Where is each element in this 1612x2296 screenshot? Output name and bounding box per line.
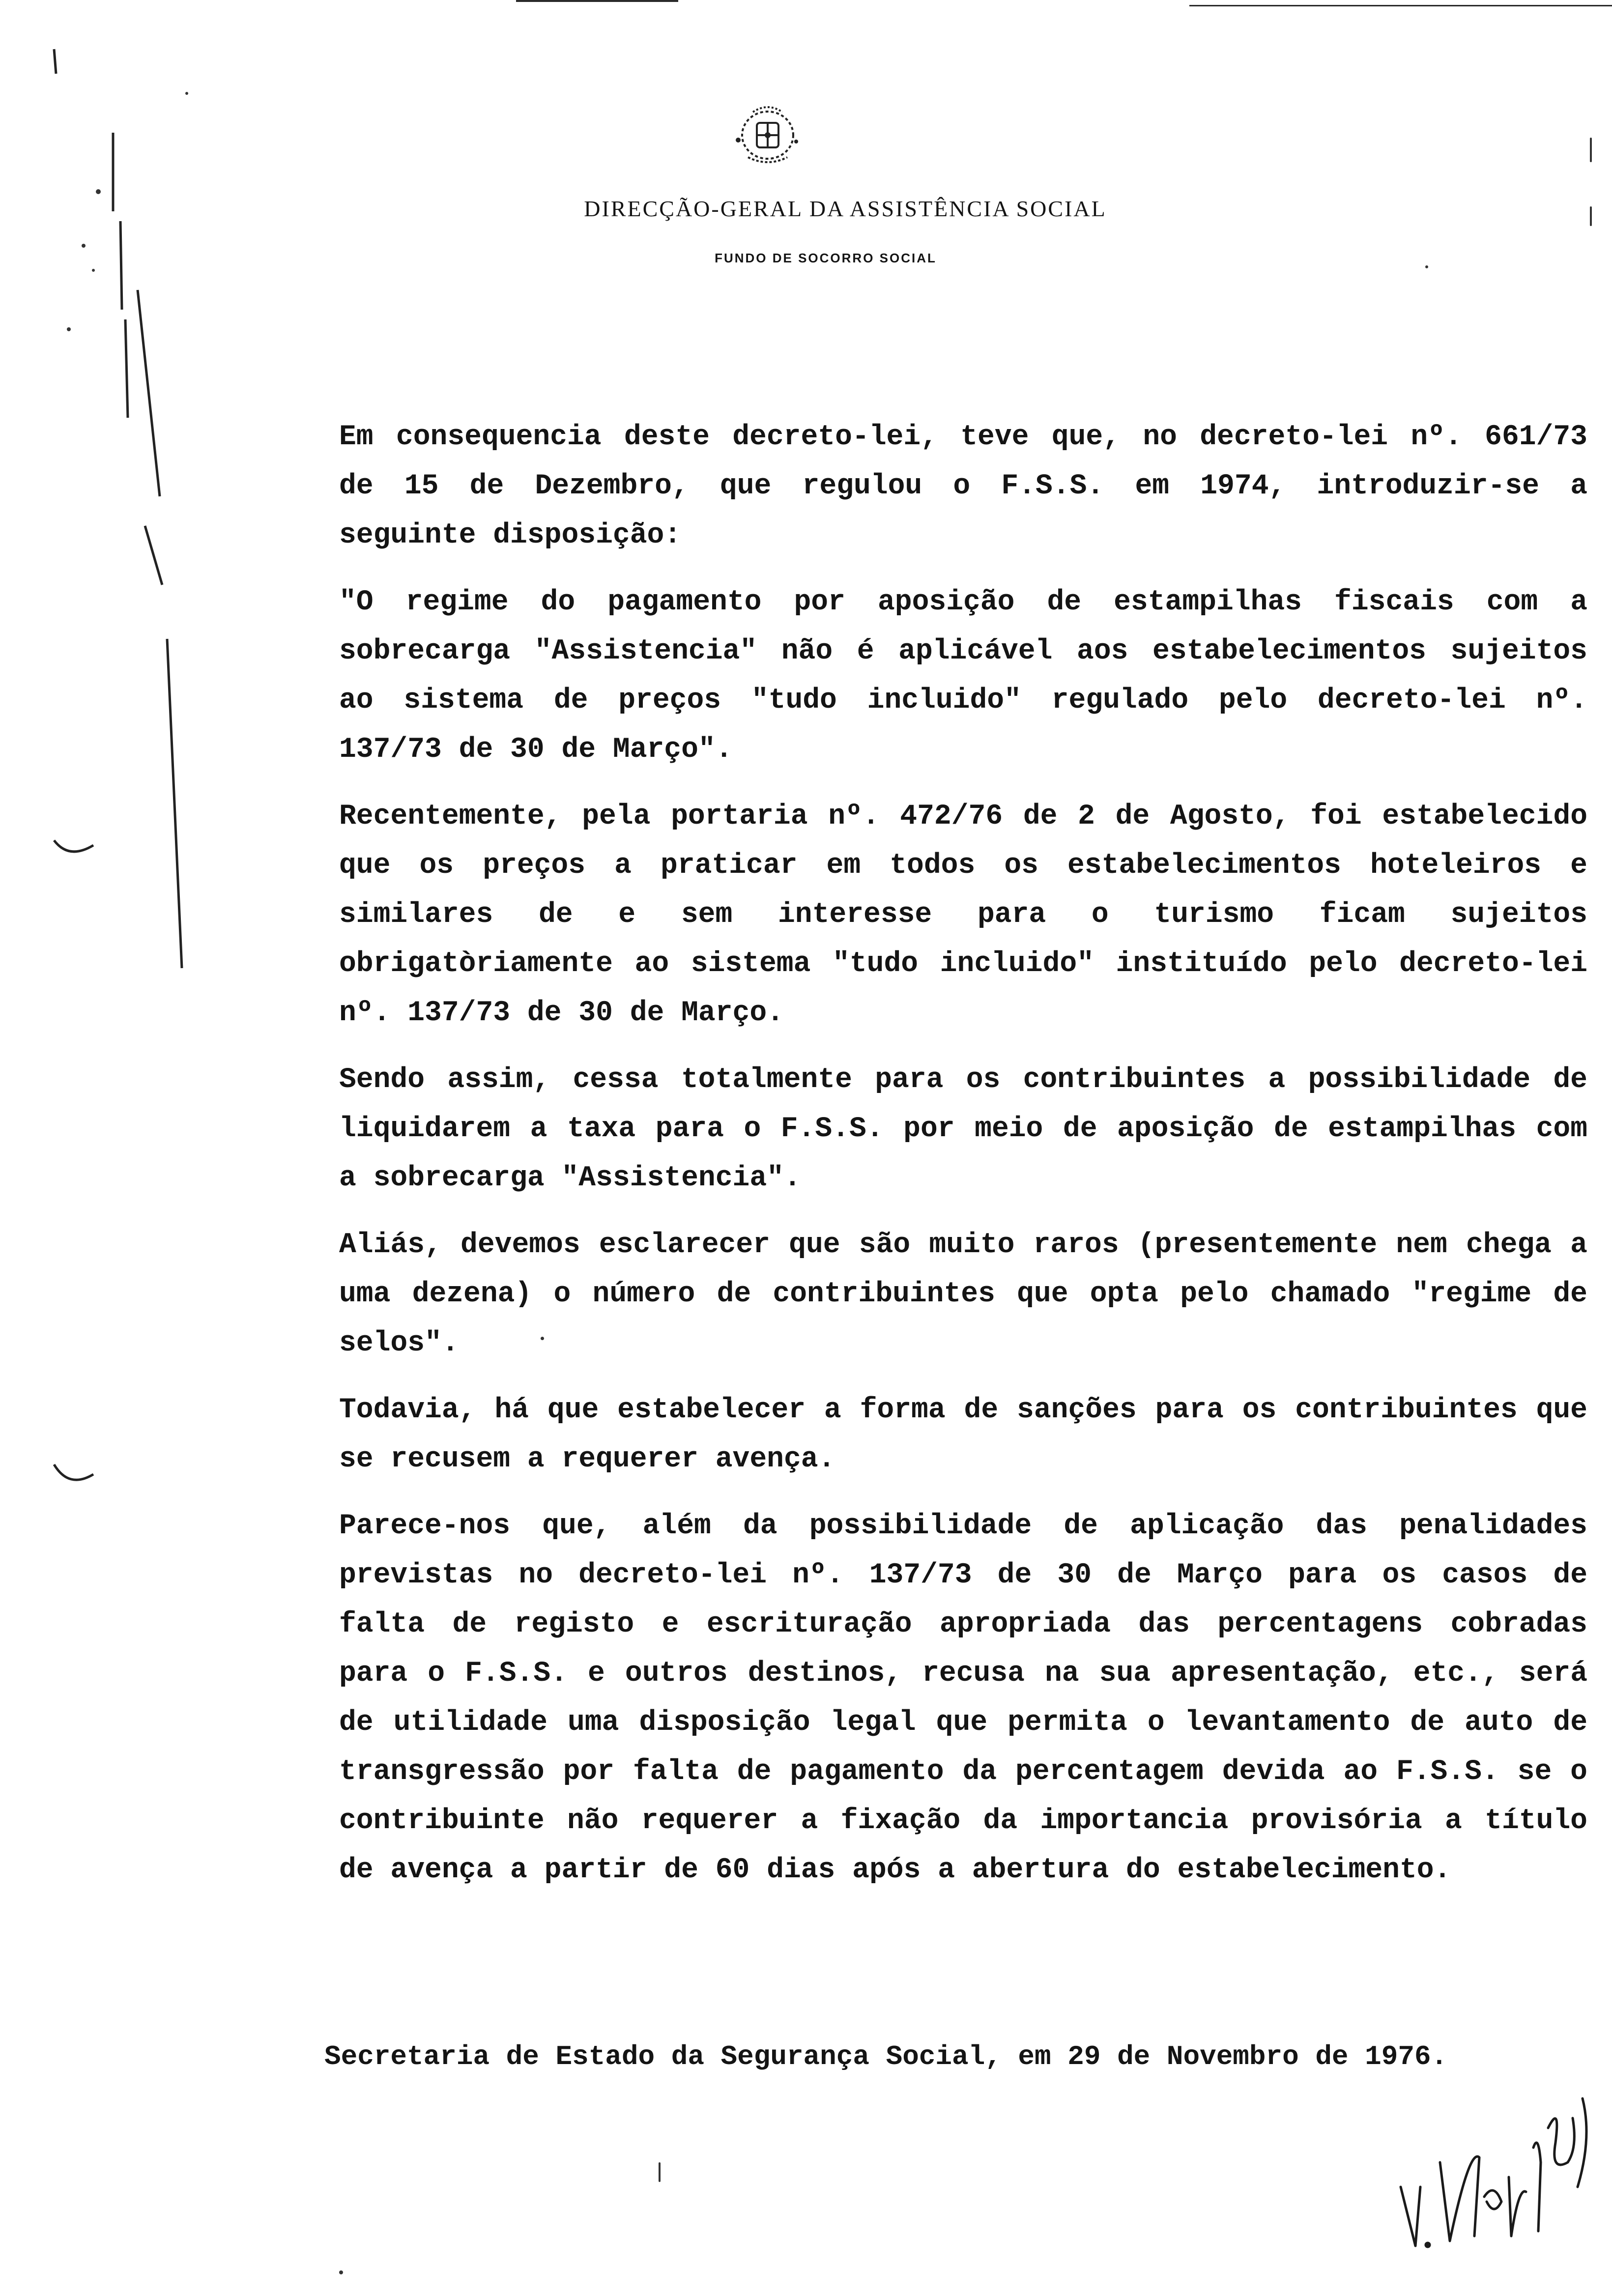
paragraph: Aliás, devemos esclarecer que são muito raros (presentemente nem chega a uma dezena) o número de contribuintes que opta pelo chamado "regime de selos".	[339, 1229, 1587, 1359]
letter-body	[339, 413, 1587, 1913]
paragraph: Sendo assim, cessa totalmente para os contribuintes a possibilidade de liquidarem a taxa para o F.S.S. por meio de aposição de estampilhas com a sobrecarga "Assistencia".	[339, 1064, 1587, 1194]
paper-speck	[659, 2162, 661, 2182]
paper-speck	[339, 2270, 343, 2274]
paragraph: Recentemente, pela portaria nº. 472/76 de 2 de Agosto, foi estabelecido que os preços a praticar em todos os estabelecimentos hoteleiros e similares de e sem interesse para o turismo ficam sujeitos obrigatòriamente ao sistema "tudo incluido" instituído pelo decreto-lei nº. 137/73 de 30 de Março.	[339, 801, 1587, 1029]
paper-speck	[541, 1337, 544, 1340]
margin-marks	[39, 34, 226, 1558]
scan-edge-line	[516, 0, 678, 2]
paragraph: Parece-nos que, além da possibilidade de aplicação das penalidades previstas no decreto-lei nº. 137/73 de 30 de Março para os casos de falta de registo e escrituração apropriada das percentagens cobradas para o F.S.S. e outros destinos, recusa na sua apresentação, etc., será de utilidade uma disposição legal que permita o levantamento de auto de transgressão por falta de pagamento da percentagem devida ao F.S.S. se o contribuinte não requerer a fixação da importancia provisória a título de avença a partir de 60 dias após a abertura do estabelecimento.	[339, 1510, 1587, 1886]
paper-speck	[1590, 206, 1592, 226]
closing-line: Secretaria de Estado da Segurança Social, em 29 de Novembro de 1976.	[324, 2041, 1448, 2072]
scan-edge-line	[1189, 5, 1612, 6]
signature	[1391, 2089, 1597, 2256]
header-title: DIRECÇÃO-GERAL DA ASSISTÊNCIA SOCIAL	[584, 196, 1107, 221]
header-subtitle: FUNDO DE SOCORRO SOCIAL	[715, 251, 937, 265]
coat-of-arms-icon	[719, 98, 817, 172]
paragraph: Em consequencia deste decreto-lei, teve que, no decreto-lei nº. 661/73 de 15 de Dezembro, que regulou o F.S.S. em 1974, introduzir-se a seguinte disposição:	[339, 421, 1587, 551]
paragraph: "O regime do pagamento por aposição de estampilhas fiscais com a sobrecarga "Assistencia" não é aplicável aos estabelecimentos sujeitos ao sistema de preços "tudo incluido" regulado pelo decreto-lei nº. 137/73 de 30 de Março".	[339, 586, 1587, 766]
paragraph: Todavia, há que estabelecer a forma de sanções para os contribuintes que se recusem a requerer avença.	[339, 1394, 1587, 1475]
paper-speck	[1590, 138, 1592, 162]
paper-speck	[1425, 265, 1428, 268]
